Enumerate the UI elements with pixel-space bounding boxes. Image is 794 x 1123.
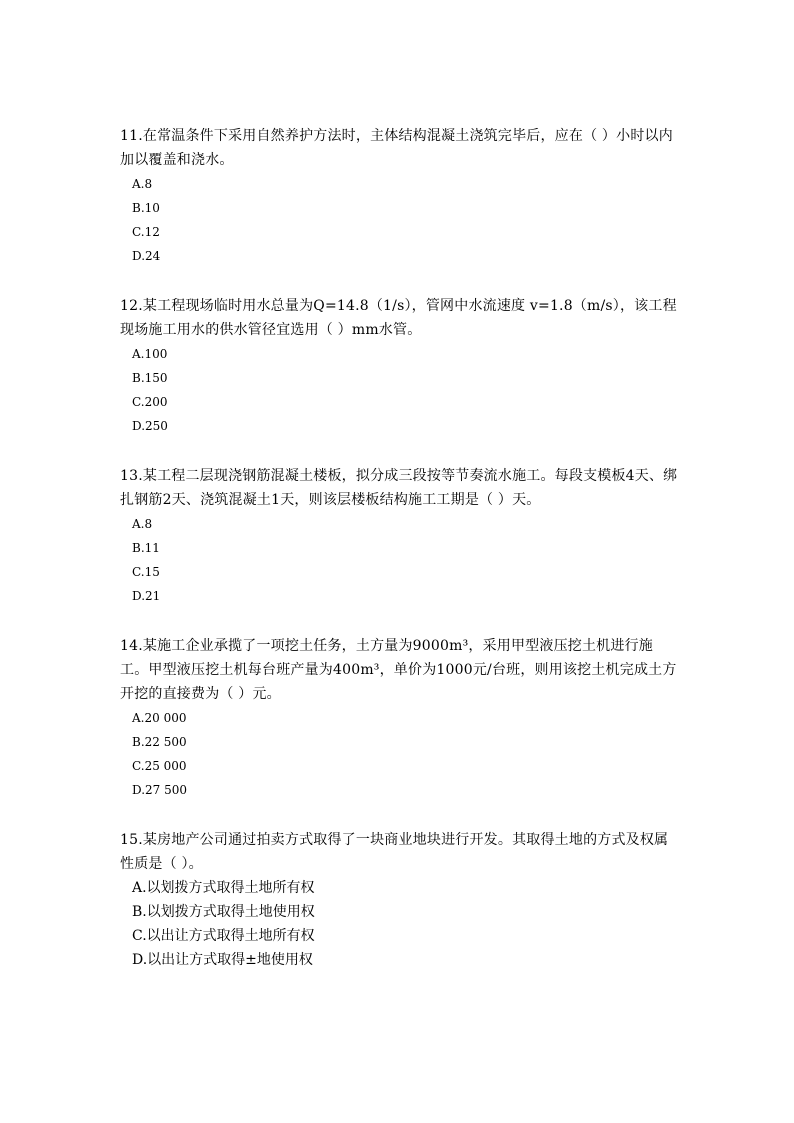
option-b: B.以划拨方式取得土地使用权 bbox=[132, 904, 315, 920]
question-stem: 15.某房地产公司通过拍卖方式取得了一块商业地块进行开发。其取得土地的方式及权属性质是（ ）。 bbox=[120, 832, 669, 872]
document-page bbox=[120, 124, 680, 998]
option-a: A.8 bbox=[132, 177, 153, 191]
option-d: D.21 bbox=[132, 589, 161, 603]
option-b: B.150 bbox=[132, 371, 168, 385]
question-15 bbox=[120, 828, 680, 972]
option-d: D.以出让方式取得±地使用权 bbox=[132, 952, 313, 968]
option-a: A.100 bbox=[132, 347, 168, 361]
option-d: D.250 bbox=[132, 419, 168, 433]
question-stem: 11.在常温条件下采用自然养护方法时，主体结构混凝土浇筑完毕后，应在（ ）小时以内加以覆盖和浇水。 bbox=[120, 128, 673, 168]
question-stem: 13.某工程二层现浇钢筋混凝土楼板，拟分成三段按等节奏流水施工。每段支模板4天、绑扎钢筋2天、浇筑混凝土1天，则该层楼板结构施工工期是（ ）天。 bbox=[120, 468, 678, 508]
option-b: B.10 bbox=[132, 201, 160, 215]
option-c: C.15 bbox=[132, 565, 160, 579]
question-stem: 14.某施工企业承揽了一项挖土任务，土方量为9000m³，采用甲型液压挖土机进行施工。甲型液压挖土机每台班产量为400m³，单价为1000元/台班，则用该挖土机完成土方开挖的直接费为（ ）元。 bbox=[120, 638, 677, 702]
option-b: B.22 500 bbox=[132, 735, 187, 749]
option-c: C.25 000 bbox=[132, 759, 187, 773]
option-d: D.27 500 bbox=[132, 783, 187, 797]
option-c: C.200 bbox=[132, 395, 168, 409]
option-a: A.8 bbox=[132, 517, 153, 531]
option-a: A.20 000 bbox=[132, 711, 187, 725]
question-stem: 12.某工程现场临时用水总量为Q=14.8（1/s），管网中水流速度 v=1.8（m/s），该工程现场施工用水的供水管径宜选用（ ）mm水管。 bbox=[120, 298, 677, 338]
question-12 bbox=[120, 294, 680, 438]
option-a: A.以划拨方式取得土地所有权 bbox=[132, 880, 315, 896]
option-c: C.12 bbox=[132, 225, 160, 239]
option-b: B.11 bbox=[132, 541, 160, 555]
question-13 bbox=[120, 464, 680, 608]
question-11 bbox=[120, 124, 680, 268]
question-14 bbox=[120, 634, 680, 802]
option-d: D.24 bbox=[132, 249, 161, 263]
option-c: C.以出让方式取得土地所有权 bbox=[132, 928, 315, 944]
